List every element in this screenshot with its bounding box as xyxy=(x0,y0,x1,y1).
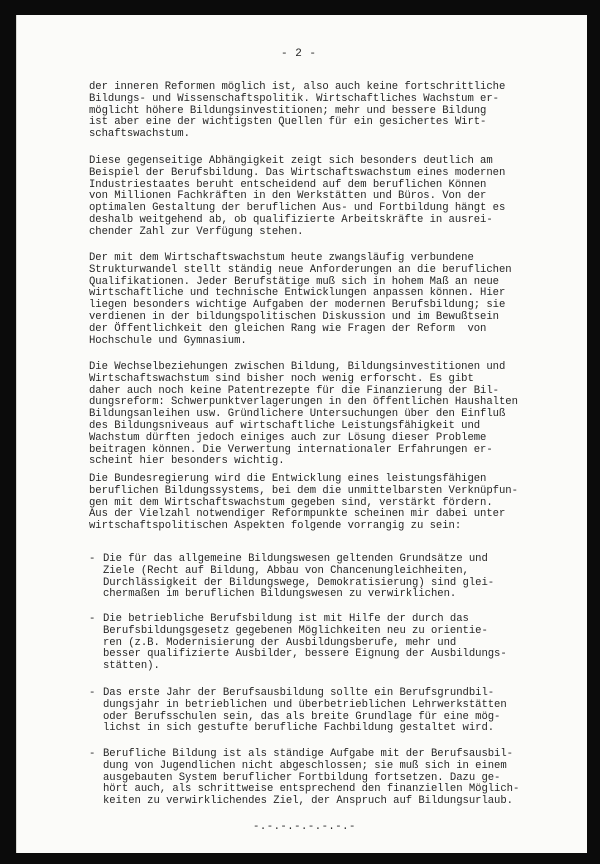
text-line: optimalen Gestaltung der beruflichen Aus- und Fortbildung hängt es xyxy=(89,202,506,215)
text-line: daher auch noch keine Patentrezepte für die Finanzierung der Bil- xyxy=(89,384,499,397)
text-line: Hochschule und Gymnasium. xyxy=(89,334,247,347)
text-line: lichst in sich gestufte berufliche Fachbildung gestaltet wird. xyxy=(103,722,495,735)
paragraph-3 xyxy=(89,253,569,347)
text-line: Der mit dem Wirtschaftswachstum heute zwangsläufig verbundene xyxy=(89,252,474,264)
text-line: dungsreform: Schwerpunktverlagerungen in den öffentlichen Haushalten xyxy=(89,396,518,409)
paragraph-5 xyxy=(89,474,569,533)
text-line: Die für das allgemeine Bildungswesen geltenden Grundsätze und xyxy=(103,553,488,565)
text-line: beitragen können. Die Verwertung internationaler Erfahrungen er- xyxy=(89,443,493,456)
text-line: Berufsbildungsgesetz gegebenen Möglichkeiten neu zu orientie- xyxy=(103,624,488,637)
text-line: stätten). xyxy=(103,660,160,673)
text-line: hört auch, als schrittweise entsprechend den finanziellen Möglich- xyxy=(103,783,520,796)
text-line: dungsjahr in betrieblichen und überbetrieblichen Lehrwerkstätten xyxy=(103,698,507,711)
text-line: Industriestaates beruht entscheidend auf dem beruflichen Können xyxy=(89,178,487,191)
end-mark: -.-.-.-.-.-.-.- xyxy=(253,821,356,833)
paragraph-1 xyxy=(89,82,569,141)
text-line: scheint hier besonders wichtig. xyxy=(89,455,285,468)
text-line: gen mit dem Wirtschaftswachstum gegeben sind, verstärkt fördern. xyxy=(89,496,493,509)
bullet-dash: - xyxy=(89,613,96,625)
text-line: Das erste Jahr der Berufsausbildung sollte ein Berufsgrundbil- xyxy=(103,687,495,699)
document-page xyxy=(16,15,587,853)
text-line: oder Berufsschulen sein, das als breite Grundlage für eine mög- xyxy=(103,710,501,723)
text-line: Wachstum dürften jedoch einiges auch zur Lösung dieser Probleme xyxy=(89,431,487,444)
text-line: besser qualifizierte Ausbilder, bessere Eignung der Ausbildungs- xyxy=(103,648,507,661)
text-line: wirtschaftspolitischen Aspekten folgende vorrangig zu sein: xyxy=(89,520,462,533)
page-number: - 2 - xyxy=(281,48,317,60)
text-line: Qualifikationen. Jeder Berufstätige muß sich in hohem Maß an neue xyxy=(89,275,499,288)
bullet-dash: - xyxy=(89,748,96,760)
text-line: der Öffentlichkeit den gleichen Rang wie Fragen der Reform von xyxy=(89,322,487,335)
paragraph-4 xyxy=(89,362,569,468)
text-line: ren (z.B. Modernisierung der Ausbildungsberufe, mehr und xyxy=(103,636,457,649)
text-line: Beispiel der Berufsbildung. Das Wirtschaftswachstum eines modernen xyxy=(89,166,506,179)
text-line: Die Wechselbeziehungen zwischen Bildung, Bildungsinvestitionen und xyxy=(89,361,506,373)
bullet-dash: - xyxy=(89,687,96,699)
text-line: Durchlässigkeit der Bildungswege, Demokratisierung) sind glei- xyxy=(103,576,495,589)
text-line: chermaßen im beruflichen Bildungswesen zu verwirklichen. xyxy=(103,588,457,601)
text-line: ausgebauten System beruflicher Fortbildung fortsetzen. Dazu ge- xyxy=(103,771,501,784)
text-line: Strukturwandel stellt ständig neue Anforderungen an die beruflichen xyxy=(89,263,512,276)
text-line: Bildungsanleihen usw. Gründlichere Untersuchungen über den Einfluß xyxy=(89,408,506,421)
text-line: Berufliche Bildung ist als ständige Aufgabe mit der Berufsausbil- xyxy=(103,748,513,760)
text-line: möglicht höhere Bildungsinvestitionen; mehr und bessere Bildung xyxy=(89,104,487,117)
text-line: deshalb weitgehend ab, ob qualifizierte Arbeitskräfte in ausrei- xyxy=(89,213,493,226)
text-line: Diese gegenseitige Abhängigkeit zeigt sich besonders deutlich am xyxy=(89,155,493,167)
text-line: der inneren Reformen möglich ist, also auch keine fortschrittliche xyxy=(89,81,506,93)
text-line: keiten zu verwirklichendes Ziel, der Anspruch auf Bildungsurlaub. xyxy=(103,795,513,808)
text-line: wirtschaftliche und technische Entwicklungen anpassen können. Hier xyxy=(89,287,506,300)
text-line: Wirtschaftswachstum sind bisher noch wenig erforscht. Es gibt xyxy=(89,372,474,385)
text-line: von Millionen Fachkräften in den Werkstätten und Büros. Von der xyxy=(89,190,487,203)
text-line: dung von Jugendlichen nicht abgeschlossen; sie muß sich in einem xyxy=(103,759,507,772)
paragraph-2 xyxy=(89,156,569,239)
text-line: Die betriebliche Berufsbildung ist mit Hilfe der durch das xyxy=(103,613,469,625)
text-line: schaftswachstum. xyxy=(89,128,190,141)
bullet-dash: - xyxy=(89,553,96,565)
text-line: verdienen in der bildungspolitischen Diskussion und im Bewußtsein xyxy=(89,310,499,323)
text-line: ist aber eine der wichtigsten Quellen für ein gesichertes Wirt- xyxy=(89,116,487,129)
text-line: chender Zahl zur Verfügung stehen. xyxy=(89,225,304,238)
text-line: Bildungs- und Wissenschaftspolitik. Wirtschaftliches Wachstum er- xyxy=(89,92,499,105)
text-line: beruflichen Bildungssystems, bei dem die unmittelbarsten Verknüpfun- xyxy=(89,484,518,497)
text-line: Ziele (Recht auf Bildung, Abbau von Chancenungleichheiten, xyxy=(103,564,469,577)
text-line: des Bildungsniveaus auf wirtschaftliche Leistungsfähigkeit und xyxy=(89,419,481,432)
text-line: liegen besonders wichtige Aufgaben der modernen Berufsbildung; sie xyxy=(89,299,506,312)
text-line: Aus der Vielzahl notwendiger Reformpunkte scheinen mir dabei unter xyxy=(89,508,506,521)
text-line: Die Bundesregierung wird die Entwicklung eines leistungsfähigen xyxy=(89,473,487,485)
